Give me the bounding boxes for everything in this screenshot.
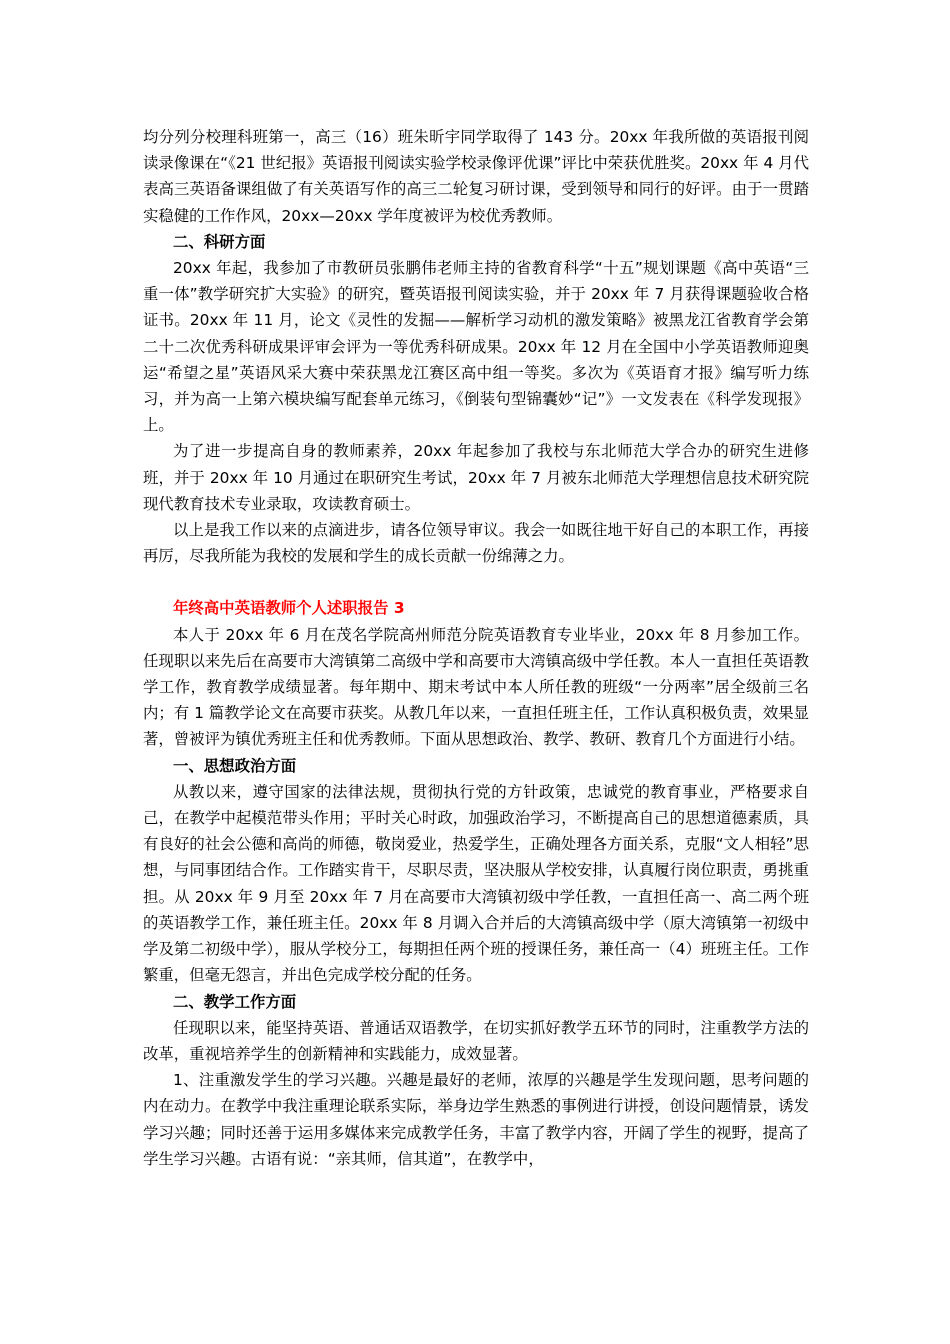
interest-paragraph: 1、注重激发学生的学习兴趣。兴趣是最好的老师，浓厚的兴趣是学生发现问题，思考问题的内在动力。在教学中我注重理论联系实际，举身边学生熟悉的事例进行讲授，创设问题情景，诱发学习兴趣；同时还善于运用多媒体来完成教学任务，丰富了教学内容，开阔了学生的视野，提高了学生学习兴趣。古语有说：“亲其师，信其道”，在教学中，	[143, 1071, 809, 1168]
research-paragraph-2: 为了进一步提高自身的教师素养，20xx 年起参加了我校与东北师范大学合办的研究生进修班，并于 20xx 年 10 月通过在职研究生考试，20xx 年 7 月被东北师范大学理想信息技术研究院现代教育技术专业录取，攻读教育硕士。	[143, 442, 809, 513]
research-heading: 二、科研方面	[173, 232, 266, 251]
politics-paragraph: 从教以来，遵守国家的法律法规，贯彻执行党的方针政策，忠诚党的教育事业，严格要求自己，在教学中起模范带头作用；平时关心时政，加强政治学习，不断提高自己的思想道德素质，具有良好的社会公德和高尚的师德，敬岗爱业，热爱学生，正确处理各方面关系，克服“文人相轻”思想，与同事团结合作。工作踏实肯干，尽职尽责，坚决服从学校安排，认真履行岗位职责，勇挑重担。从 20xx 年 9 月至 20xx 年 7 月在高要市大湾镇初级中学任教，一直担任高一、高二两个班的英语教学工作，兼任班主任。20xx 年 8 月调入合并后的大湾镇高级中学（原大湾镇第一初级中学及第二初级中学），服从学校分工，每期担任两个班的授课任务，兼任高一（4）班班主任。工作繁重，但毫无怨言，并出色完成学校分配的任务。	[143, 782, 809, 985]
document-page	[143, 124, 809, 1172]
teaching-paragraph: 任现职以来，能坚持英语、普通话双语教学，在切实抓好教学五环节的同时，注重教学方法的改革，重视培养学生的创新精神和实践能力，成效显著。	[143, 1018, 809, 1063]
research-paragraph-1: 20xx 年起，我参加了市教研员张鹏伟老师主持的省教育科学“十五”规划课题《高中英语“三重一体”教学研究扩大实验》的研究，暨英语报刊阅读实验，并于 20xx 年 7 月获得课题验收合格证书。20xx 年 11 月，论文《灵性的发掘——解析学习动机的激发策略》被黑龙江省教育学会第二十二次优秀科研成果评审会评为一等优秀科研成果。20xx 年 12 月在全国中小学英语教师迎奥运“希望之星”英语风采大赛中荣获黑龙江赛区高中组一等奖。多次为《英语育才报》编写听力练习，并为高一上第六模块编写配套单元练习，《倒装句型锦囊妙“记”》一文发表在《科学发现报》上。	[143, 259, 809, 435]
report-3-intro: 本人于 20xx 年 6 月在茂名学院高州师范分院英语教育专业毕业，20xx 年 8 月参加工作。任现职以来先后在高要市大湾镇第二高级中学和高要市大湾镇高级中学任教。本人一直担任英语教学工作，教育教学成绩显著。每年期中、期末考试中本人所任教的班级“一分两率”居全级前三名内；有 1 篇教学论文在高要市获奖。从教几年以来，一直担任班主任，工作认真积极负责，效果显著，曾被评为镇优秀班主任和优秀教师。下面从思想政治、教学、教研、教育几个方面进行小结。	[143, 625, 809, 749]
politics-heading: 一、思想政治方面	[173, 756, 297, 775]
intro-paragraph: 均分列分校理科班第一，高三（16）班朱昕宇同学取得了 143 分。20xx 年我所做的英语报刊阅读录像课在“《21 世纪报》英语报刊阅读实验学校录像评优课”评比中荣获优胜奖。20xx 年 4 月代表高三英语备课组做了有关英语写作的高三二轮复习研讨课，受到领导和同行的好评。由于一贯踏实稳健的工作作风，20xx—20xx 学年度被评为校优秀教师。	[143, 128, 809, 225]
research-paragraph-3: 以上是我工作以来的点滴进步，请各位领导审议。我会一如既往地干好自己的本职工作，再接再厉，尽我所能为我校的发展和学生的成长贡献一份绵薄之力。	[143, 521, 809, 566]
teaching-heading: 二、教学工作方面	[173, 992, 297, 1011]
report-3-title: 年终高中英语教师个人述职报告 3	[173, 599, 405, 618]
